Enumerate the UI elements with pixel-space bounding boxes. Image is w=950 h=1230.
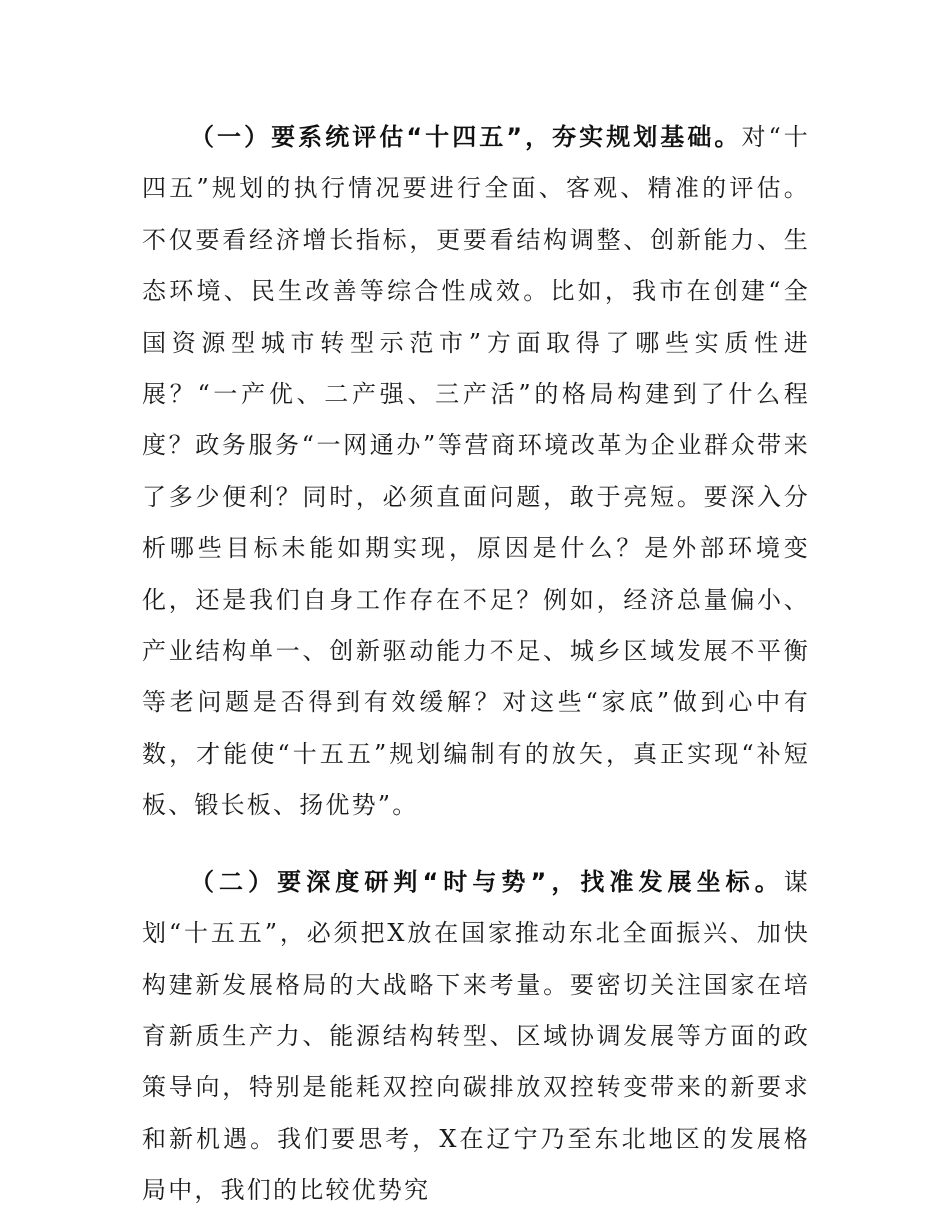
paragraph-analyze-situation	[142, 857, 810, 1217]
paragraph-heading: （二）要深度研判“时与势”，找准发展坐标。	[190, 867, 784, 896]
document-body	[142, 112, 810, 1217]
paragraph-text: 对“十四五”规划的执行情况要进行全面、客观、精准的评估。不仅要看经济增长指标，更要看结构调整、创新能力、生态环境、民生改善等综合性成效。比如，我市在创建“全国资源型城市转型示范市”方面取得了哪些实质性进展？“一产优、二产强、三产活”的格局构建到了什么程度？政务服务“一网通办”等营商环境改革为企业群众带来了多少便利？同时，必须直面问题，敢于亮短。要深入分析哪些目标未能如期实现，原因是什么？是外部环境变化，还是我们自身工作存在不足？例如，经济总量偏小、产业结构单一、创新驱动能力不足、城乡区域发展不平衡等老问题是否得到有效缓解？对这些“家底”做到心中有数，才能使“十五五”规划编制有的放矢，真正实现“补短板、锻长板、扬优势”。	[142, 123, 810, 820]
paragraph-text: 谋划“十五五”，必须把X放在国家推动东北全面振兴、加快构建新发展格局的大战略下来考量。要密切关注国家在培育新质生产力、能源结构转型、区域协调发展等方面的政策导向，特别是能耗双控向碳排放双控转变带来的新要求和新机遇。我们要思考，X在辽宁乃至东北地区的发展格局中，我们的比较优势究	[142, 867, 810, 1205]
paragraph-evaluate-14th-plan	[142, 112, 810, 832]
paragraph-heading: （一）要系统评估“十四五”，夯实规划基础。	[190, 123, 742, 151]
